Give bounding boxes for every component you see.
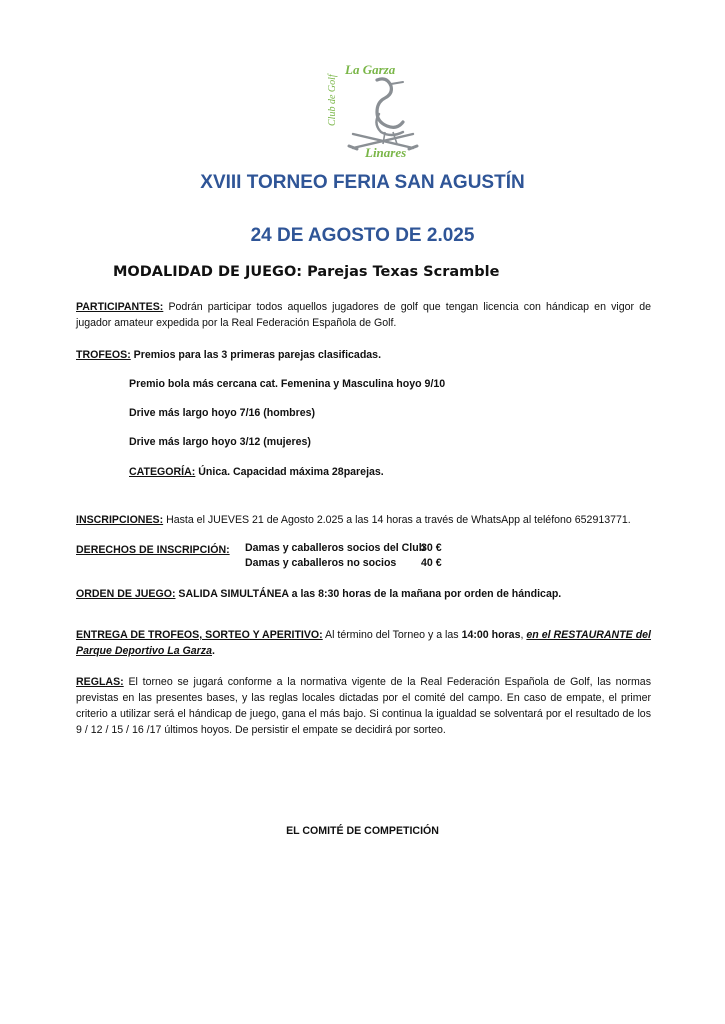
fees-label: DERECHOS DE INSCRIPCIÓN:	[76, 544, 230, 556]
fee-desc: Damas y caballeros no socios	[245, 557, 397, 569]
tournament-date: 24 DE AGOSTO DE 2.025	[250, 225, 475, 246]
heron-icon	[376, 79, 403, 144]
game-mode: MODALIDAD DE JUEGO: Parejas Texas Scramble	[113, 264, 500, 280]
awards-section	[76, 627, 651, 659]
trophies-section	[76, 347, 651, 363]
category-label: CATEGORÍA:	[129, 466, 196, 478]
rules-text: El torneo se jugará conforme a la normativa vigente de la Real Federación Española de Golf, las normas previstas en las presentes bases, y las reglas locales dictadas por el comité del campo. En caso de empate, el primer criterio a utilizar será el hándicap de juego, gana el más bajo. Si continua la igualdad se solventará por el resultado de los 9 / 12 / 15 / 16 /17 últimos hoyos. De persistir el empate se decidirá por sorteo.	[76, 676, 651, 736]
trophies-label: TROFEOS:	[76, 349, 131, 361]
awards-label: ENTREGA DE TROFEOS, SORTEO Y APERITIVO:	[76, 629, 323, 641]
play-order-section	[76, 586, 651, 602]
logo-bottom-text: Linares	[365, 145, 407, 160]
play-order-label: ORDEN DE JUEGO:	[76, 588, 176, 600]
awards-time: 14:00 horas	[461, 629, 521, 641]
awards-text: Al término del Torneo y a las	[322, 629, 462, 641]
participants-label: PARTICIPANTES:	[76, 301, 164, 313]
fee-desc: Damas y caballeros socios del Club	[245, 542, 426, 554]
rules-section	[76, 674, 651, 738]
participants-section	[76, 299, 651, 331]
participants-text: Podrán participar todos aquellos jugadores de golf que tengan licencia con hándicap en vigor de jugador amateur expedida por la Real Federación Española de Golf.	[76, 301, 651, 329]
tournament-title: XVIII TORNEO FERIA SAN AGUSTÍN	[200, 172, 525, 193]
registrations-section	[76, 512, 651, 528]
logo-side-text: Club de Golf	[327, 74, 338, 126]
trophy-item: Premio bola más cercana cat. Femenina y Masculina hoyo 9/10	[129, 378, 446, 390]
category-line	[129, 466, 384, 478]
committee-signature: EL COMITÉ DE COMPETICIÓN	[286, 825, 439, 837]
fee-price: 30 €	[421, 542, 442, 554]
trophies-text: Premios para las 3 primeras parejas clasificadas.	[130, 349, 382, 361]
awards-sep: ,	[520, 629, 527, 641]
category-text: Única. Capacidad máxima 28parejas.	[195, 466, 384, 478]
logo-top-text: La Garza	[345, 62, 396, 77]
club-logo	[305, 58, 425, 160]
awards-end: .	[212, 645, 215, 657]
trophy-item: Drive más largo hoyo 3/12 (mujeres)	[129, 436, 311, 448]
awards-place: en el RESTAURANTE del Parque Deportivo La Garza	[76, 629, 651, 657]
registrations-text: Hasta el JUEVES 21 de Agosto 2.025 a las 14 horas a través de WhatsApp al teléfono 652913771.	[163, 514, 631, 526]
registrations-label: INSCRIPCIONES:	[76, 514, 164, 526]
play-order-text: SALIDA SIMULTÁNEA a las 8:30 horas de la mañana por orden de hándicap.	[175, 588, 562, 600]
trophy-item: Drive más largo hoyo 7/16 (hombres)	[129, 407, 316, 419]
rules-label: REGLAS:	[76, 676, 124, 688]
fee-price: 40 €	[421, 557, 442, 569]
